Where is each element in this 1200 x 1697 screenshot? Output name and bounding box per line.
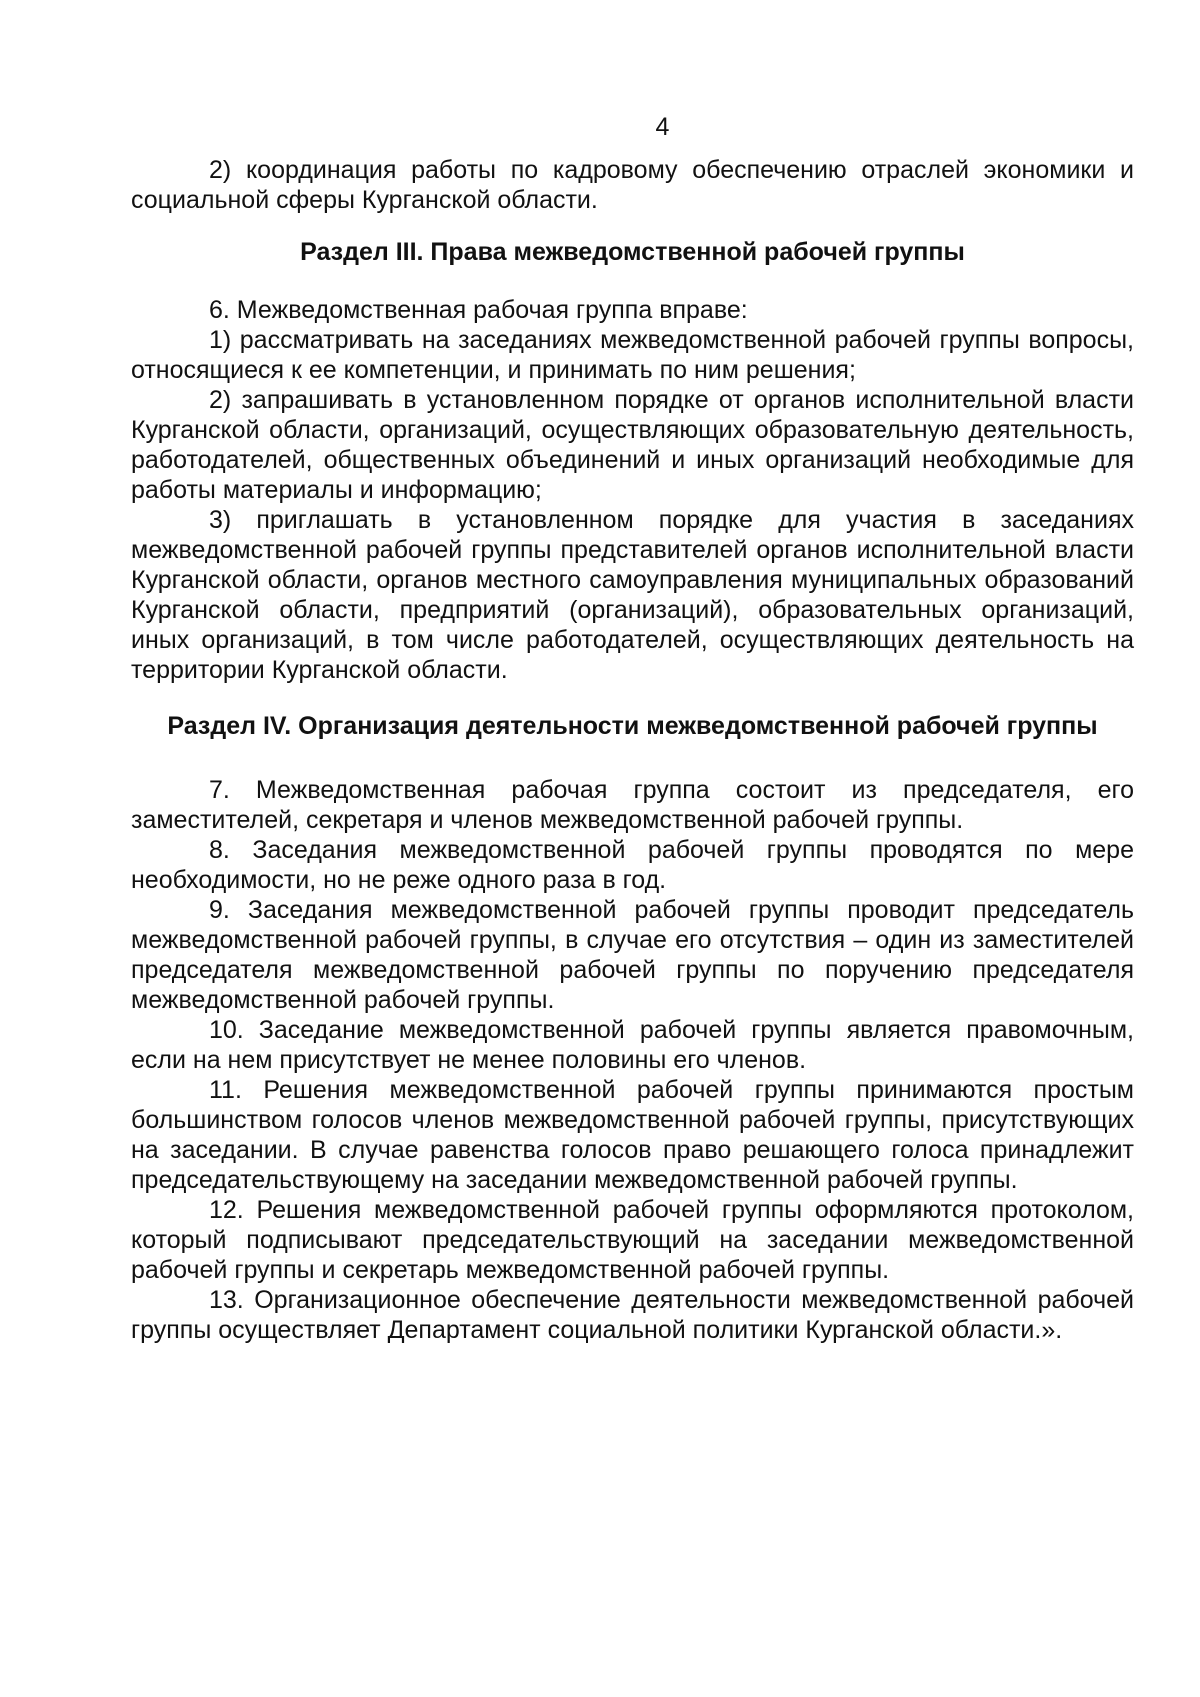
- paragraph-6: 6. Межведомственная рабочая группа вправе:: [209, 296, 748, 324]
- paragraph-8: 8. Заседания межведомственной рабочей группы проводятся по мере необходимости, но не реже одного раза в год.: [131, 836, 1134, 894]
- paragraph-11: 11. Решения межведомственной рабочей группы принимаются простым большинством голосов членов межведомственной рабочей группы, присутствующих на заседании. В случае равенства голосов право решающего голоса принадлежит председательствующему на заседании межведомственной рабочей группы.: [131, 1076, 1134, 1194]
- paragraph-13: 13. Организационное обеспечение деятельности межведомственной рабочей группы осуществляет Департамент социальной политики Курганской области.».: [131, 1286, 1134, 1344]
- paragraph-item-2-coordination: 2) координация работы по кадровому обеспечению отраслей экономики и социальной сферы Курганской области.: [131, 156, 1134, 214]
- section-3-heading: Раздел III. Права межведомственной рабочей группы: [300, 238, 965, 266]
- section-4-heading: Раздел IV. Организация деятельности межведомственной рабочей группы: [167, 712, 1098, 740]
- paragraph-9: 9. Заседания межведомственной рабочей группы проводит председатель межведомственной рабочей группы, в случае его отсутствия – один из заместителей председателя межведомственной рабочей группы по поручению председателя межведомственной рабочей группы.: [131, 896, 1134, 1014]
- paragraph-6-item-1: 1) рассматривать на заседаниях межведомственной рабочей группы вопросы, относящиеся к ее компетенции, и принимать по ним решения;: [131, 326, 1134, 384]
- document-page: [131, 112, 1134, 1345]
- paragraph-6-item-2: 2) запрашивать в установленном порядке от органов исполнительной власти Курганской области, организаций, осуществляющих образовательную деятельность, работодателей, общественных объединений и иных организаций необходимые для работы материалы и информацию;: [131, 386, 1134, 504]
- section-4-body: [131, 775, 1134, 1345]
- paragraph-6-item-3: 3) приглашать в установленном порядке для участия в заседаниях межведомственной рабочей группы представителей органов исполнительной власти Курганской области, органов местного самоуправления муниципальных образований Курганской области, предприятий (организаций), образовательных организаций, иных организаций, в том числе работодателей, осуществляющих деятельность на территории Курганской области.: [131, 506, 1134, 684]
- section-3-body: [131, 295, 1134, 685]
- paragraph-7: 7. Межведомственная рабочая группа состоит из председателя, его заместителей, секретаря и членов межведомственной рабочей группы.: [131, 776, 1134, 834]
- paragraph-10: 10. Заседание межведомственной рабочей группы является правомочным, если на нем присутствует не менее половины его членов.: [131, 1016, 1134, 1074]
- paragraph-12: 12. Решения межведомственной рабочей группы оформляются протоколом, который подписывают председательствующий на заседании межведомственной рабочей группы и секретарь межведомственной рабочей группы.: [131, 1196, 1134, 1284]
- page-number: 4: [655, 113, 670, 141]
